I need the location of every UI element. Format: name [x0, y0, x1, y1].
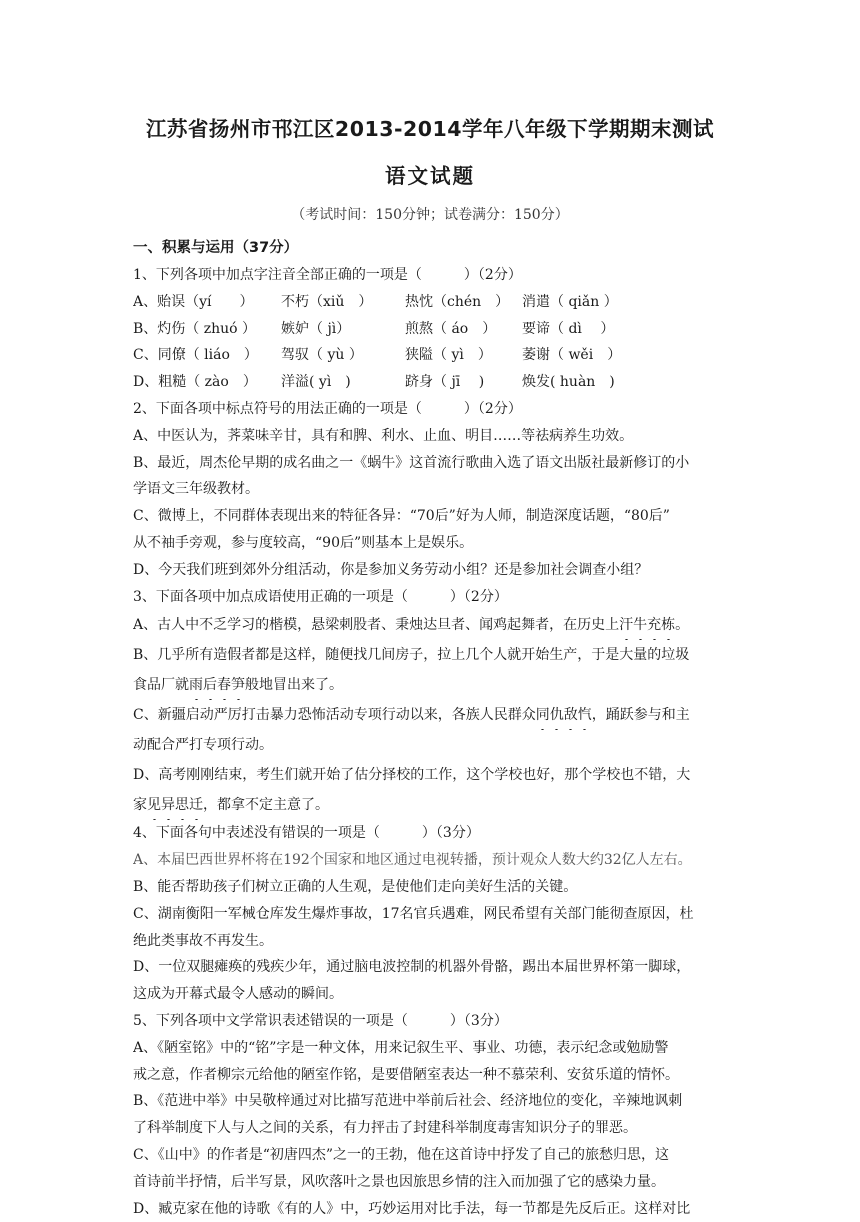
text-line: B、几乎所有造假者都是这样，随便找几间房子，拉上几个人就开始生产，于是大量的垃圾 [133, 647, 690, 664]
emphasis-char: 充 [647, 610, 661, 640]
text-line: 首诗前半抒情，后半写景，风吹落叶之景也因旅思乡情的注入而加强了它的感染力量。 [133, 1173, 665, 1190]
emphasis-char: 思 [175, 790, 189, 820]
option: 消遣（ qiǎn ） [522, 293, 618, 310]
dotted-idiom [619, 617, 675, 633]
option: 要谛（ dì ） [522, 320, 615, 337]
option: A、贻误（yí ） [133, 293, 254, 310]
text-line: 这成为开幕式最令人感动的瞬间。 [133, 986, 343, 1003]
text-line: 绝此类事故不再发生。 [133, 932, 273, 949]
emphasis-char: 异 [161, 790, 175, 820]
question-3-stem: 3、下面各项中加点成语使用正确的一项是（ ）（2分） [133, 588, 508, 605]
option: B、灼伤（ zhuó ） [133, 320, 257, 337]
text-line: 了科举制度下人与人之间的关系，有力抨击了封建科举制度毒害知识分子的罪恶。 [133, 1120, 637, 1137]
option: 不朽（xiǔ ） [281, 293, 373, 310]
text-line [133, 700, 730, 730]
text-line: C、《山中》的作者是“初唐四杰”之一的王勃，他在这首诗中抒发了自己的旅愁归思，这 [133, 1146, 670, 1163]
text-line: B、最近，周杰伦早期的成名曲之一《蜗牛》这首流行歌曲入选了语文出版社最新修订的小 [133, 454, 690, 471]
question-2-stem: 2、下面各项中标点符号的用法正确的一项是（ ）（2分） [133, 400, 522, 417]
exam-subject: 语文试题 [385, 164, 475, 188]
text-part: A、古人中不乏学习的楷模，悬梁刺股者、秉烛达旦者、闻鸡起舞者，在历史上 [133, 617, 620, 634]
option: 跻身（ jī ) [405, 374, 485, 391]
emphasis-char: 见 [147, 790, 161, 820]
text-part: 。 [675, 617, 690, 634]
option: 洋溢( yì ) [281, 374, 351, 391]
option: 驾驭（ yù ） [281, 347, 363, 364]
question-1-stem: 1、下列各项中加点字注音全部正确的一项是（ ）（2分） [133, 267, 522, 283]
emphasis-char: 春 [217, 670, 231, 700]
text-part: 般地冒出来了。 [245, 677, 343, 694]
option: C、同僚（ liáo ） [133, 347, 258, 364]
emphasis-char: 汗 [619, 610, 633, 640]
emphasis-char: 迁 [189, 790, 203, 820]
emphasis-char: 忾 [578, 700, 592, 730]
emphasis-char: 后 [203, 670, 217, 700]
text-part: 食品厂就 [133, 677, 189, 694]
emphasis-char: 敌 [564, 700, 578, 730]
text-line: C、湖南衡阳一军械仓库发生爆炸事故，17名官兵遇难，网民希望有关部门能彻查原因，杜 [133, 905, 694, 922]
text-line [133, 670, 730, 700]
text-line: A、本届巴西世界杯将在192个国家和地区通过电视转播，预计观众人数大约32亿人左右。 [133, 852, 692, 869]
emphasis-char: 栋 [661, 610, 675, 640]
question-5-stem: 5、下列各项中文学常识表述错误的一项是（ ）（3分） [133, 1012, 508, 1029]
text-line: A、《陋室铭》中的“铭”字是一种文体，用来记叙生平、事业、功德，表示纪念或勉励警 [133, 1039, 669, 1056]
text-part: ，都拿不定主意了。 [203, 797, 329, 814]
option: 狭隘（ yì ） [405, 347, 492, 364]
emphasis-char: 雨 [189, 670, 203, 700]
question-1-options-a [133, 289, 730, 316]
text-part: 家 [133, 797, 147, 814]
emphasis-char: 牛 [633, 610, 647, 640]
option: 煎熬（ áo ） [405, 320, 497, 337]
text-part: C、新疆启动严厉打击暴力恐怖活动专项行动以来，各族人民群众 [133, 707, 536, 724]
text-line: C、微博上，不同群体表现出来的特征各异：“70后”好为人师，制造深度话题，“80后” [133, 508, 670, 525]
text-line: D、高考刚刚结束，考生们就开始了估分择校的工作，这个学校也好，那个学校也不错，大 [133, 767, 691, 784]
question-1-options-c [133, 342, 730, 369]
option: 热忱（chén ） [405, 293, 510, 310]
emphasis-char: 同 [536, 700, 550, 730]
text-line: A、中医认为，荠菜味辛甘，具有和脾、利水、止血、明目……等祛病养生功效。 [133, 427, 634, 444]
text-line [133, 790, 730, 820]
text-line: D、臧克家在他的诗歌《有的人》中，巧妙运用对比手法，每一节都是先反后正。这样对比 [133, 1200, 691, 1217]
question-4-stem: 4、下面各句中表述没有错误的一项是（ ）（3分） [133, 825, 480, 842]
option: D、粗糙（ zào ） [133, 374, 257, 391]
emphasis-char: 笋 [231, 670, 245, 700]
text-line: 戒之意，作者柳宗元给他的陋室作铭，是要借陋室表达一种不慕荣利、安贫乐道的情怀。 [133, 1066, 679, 1083]
question-1-options-b [133, 316, 730, 343]
emphasis-char: 仇 [550, 700, 564, 730]
option: 萎谢（ wěi ） [522, 347, 622, 364]
text-line: 动配合严打专项行动。 [133, 737, 273, 754]
option: 焕发( huàn ) [522, 374, 615, 391]
section-heading: 一、积累与运用（37分） [133, 240, 299, 256]
question-1-options-d [133, 369, 730, 396]
text-line: D、一位双腿瘫痪的残疾少年，通过脑电波控制的机器外骨骼，踢出本届世界杯第一脚球， [133, 959, 691, 976]
questions [133, 262, 730, 1222]
text-line [133, 610, 730, 640]
dotted-idiom [536, 707, 592, 723]
text-line: 学语文三年级教材。 [133, 481, 259, 498]
text-line: D、今天我们班到郊外分组活动，你是参加义务劳动小组？还是参加社会调查小组？ [133, 561, 649, 578]
text-line: B、《范进中举》中吴敬梓通过对比描写范进中举前后社会、经济地位的变化，辛辣地讽刺 [133, 1093, 683, 1110]
dotted-idiom [189, 677, 245, 693]
dotted-idiom [147, 797, 203, 813]
exam-title: 江苏省扬州市邗江区2013-2014学年八年级下学期期末测试 [145, 117, 715, 141]
text-line: 从不袖手旁观，参与度较高，“90后”则基本上是娱乐。 [133, 534, 474, 551]
text-line: B、能否帮助孩子们树立正确的人生观，是使他们走向美好生活的关键。 [133, 878, 578, 895]
option: 嫉妒（ jì） [281, 320, 351, 337]
text-part: ，踊跃参与和主 [591, 707, 690, 724]
exam-info: （考试时间：150分钟；试卷满分：150分） [291, 207, 569, 223]
